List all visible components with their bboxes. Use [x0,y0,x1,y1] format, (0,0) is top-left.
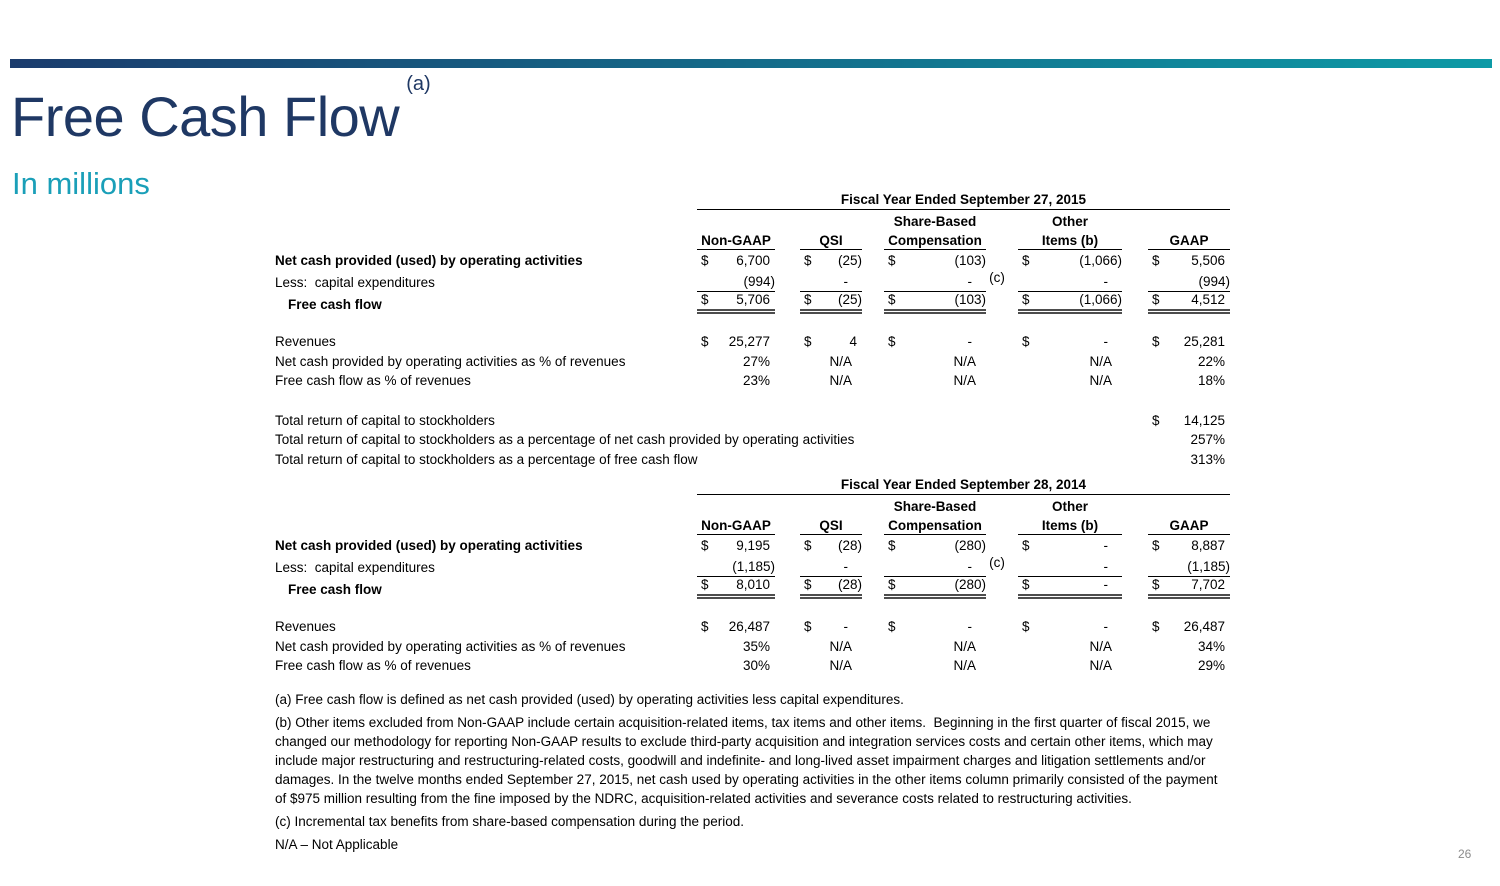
row-label: Net cash provided by operating activities as % of revenues [275,353,626,369]
row-label: Free cash flow as % of revenues [275,658,471,673]
value-cell [800,332,862,352]
row-label: Less: capital expenditures [275,560,435,575]
cell-value: - [843,559,848,574]
value-cell [884,253,986,270]
value-cell [1148,449,1230,469]
value-cell [697,636,775,656]
footnote-ref-c: (c) [989,555,1005,570]
row-label: Free cash flow [288,582,382,597]
cell-value: (1,185) [1187,559,1230,574]
cell-value: 4,512 [1191,292,1225,307]
footnotes [275,690,1227,858]
row-label: Revenues [275,619,336,634]
footnote-a: (a) Free cash flow is defined as net cash provided (used) by operating activities less capital expenditures. [275,692,904,707]
cell-value: N/A [829,638,852,654]
currency-symbol: $ [1022,292,1030,307]
value-cell [1148,636,1230,656]
value-cell [697,617,775,637]
row-label: Free cash flow [288,297,382,312]
currency-symbol: $ [804,619,812,634]
cell-value: 257% [1190,432,1225,447]
column-header: Items (b) [1018,514,1122,535]
currency-symbol: $ [888,334,896,349]
row-label: Total return of capital to stockholders as a percentage of net cash provided by operating activities [275,432,855,447]
value-cell [697,656,775,676]
value-cell [884,558,986,578]
cell-value: - [967,274,972,289]
value-cell [884,577,986,599]
column-header: GAAP [1148,229,1230,250]
value-cell [800,351,862,371]
cell-value: - [1103,274,1108,289]
currency-symbol: $ [1022,619,1030,634]
value-cell [1148,332,1230,352]
column-header: Items (b) [1018,229,1122,250]
value-cell [800,617,862,637]
value-cell [884,538,986,555]
footnote-ref-c: (c) [989,270,1005,285]
table-row [275,371,1230,391]
row-label: Less: capital expenditures [275,275,435,290]
row-label: Net cash provided (used) by operating activities [275,538,583,553]
currency-symbol: $ [1022,334,1030,349]
cell-value: N/A [829,373,852,388]
value-cell [884,292,986,314]
value-cell [884,656,986,676]
value-cell [697,273,775,293]
cell-value: - [967,619,972,634]
cell-value: (28) [837,538,862,553]
cell-value: 22% [1197,353,1225,369]
currency-symbol: $ [1152,619,1160,634]
value-cell [1148,292,1230,314]
value-cell [1148,410,1230,430]
cell-value: - [843,274,848,289]
row-spacer [275,312,1230,332]
value-cell [697,351,775,371]
currency-symbol: $ [888,253,896,268]
cell-value: (280) [954,538,986,553]
value-cell [1148,538,1230,555]
value-cell [697,577,775,599]
value-cell [1148,656,1230,676]
value-cell [884,351,986,371]
column-headers [275,212,1230,250]
value-cell [1018,636,1122,656]
value-cell [697,538,775,555]
cell-value: 9,195 [736,538,770,553]
cell-value: 35% [742,638,770,654]
cell-value: (25) [837,253,862,268]
column-header: Compensation [884,514,986,535]
cell-value: N/A [829,658,852,673]
cell-value: N/A [829,353,852,369]
cell-value: N/A [953,353,976,369]
table-row [275,410,1230,430]
cell-value: N/A [953,373,976,388]
cell-value: 25,281 [1183,334,1225,349]
column-header-line1: Share-Based [893,499,977,514]
value-cell [1018,538,1122,555]
table-title: Fiscal Year Ended September 28, 2014 [697,477,1230,495]
value-cell [1018,558,1122,578]
value-cell [1148,558,1230,578]
column-header-line1: Share-Based [893,214,977,229]
cell-value: (103) [954,253,986,268]
cell-value: - [1103,538,1108,553]
value-cell [1018,617,1122,637]
table-title: Fiscal Year Ended September 27, 2015 [697,192,1230,210]
currency-symbol: $ [1022,253,1030,268]
cell-value: 4 [849,334,857,349]
table-fy2014 [275,477,1230,675]
subtitle-units: In millions [12,166,150,201]
value-cell [1018,656,1122,676]
page-title-text: Free Cash Flow [11,85,400,148]
value-cell [800,656,862,676]
value-cell [884,636,986,656]
currency-symbol: $ [888,292,896,307]
table-row [275,273,1230,293]
value-cell [1018,273,1122,293]
footnote-c: (c) Incremental tax benefits from share-based compensation during the period. [275,814,744,829]
page-number: 26 [1458,847,1472,861]
table-row [275,577,1230,597]
row-label: Total return of capital to stockholders [275,412,495,428]
value-cell [1148,577,1230,599]
value-cell [800,371,862,391]
cell-value: (25) [837,292,862,307]
currency-symbol: $ [1022,538,1030,553]
value-cell [1018,332,1122,352]
cell-value: (280) [954,577,986,592]
cell-value: N/A [1089,658,1112,673]
currency-symbol: $ [804,334,812,349]
cell-value: (1,185) [732,559,775,574]
value-cell [1018,577,1122,599]
cell-value: - [967,334,972,349]
value-cell [1018,371,1122,391]
footnote-b: (b) Other items excluded from Non-GAAP include certain acquisition-related items, tax items and other items. Beginning in the first quarter of fiscal 2015, we changed our methodology for reporting Non-GAAP results to exclude third-party acquisition and integration services costs and certain other items, which may include major restructuring and restructuring-related costs, goodwill and indefinite- and long-lived asset impairment charges and litigation settlements and/or damages. In the twelve months ended September 27, 2015, net cash used by operating activities in the other items column primarily consisted of the payment of $975 million resulting from the fine imposed by the NDRC, acquisition-related activities and severance costs related to restructuring activities. [275,715,1218,806]
table-row [275,430,1230,450]
value-cell [697,371,775,391]
row-label: Free cash flow as % of revenues [275,373,471,388]
currency-symbol: $ [888,538,896,553]
cell-value: - [1103,334,1108,349]
value-cell [884,371,986,391]
cell-value: 7,702 [1191,577,1225,592]
column-header: Compensation [884,229,986,250]
cell-value: 5,706 [736,292,770,307]
cell-value: 18% [1197,373,1225,388]
cell-value: (103) [954,292,986,307]
cell-value: N/A [953,658,976,673]
cell-value: (994) [1198,274,1230,289]
column-header-line1: Other [1051,499,1088,514]
currency-symbol: $ [804,292,812,307]
currency-symbol: $ [888,619,896,634]
value-cell [697,332,775,352]
cell-value: - [967,559,972,574]
column-headers [275,497,1230,535]
table-row [275,636,1230,656]
currency-symbol: $ [1152,334,1160,349]
currency-symbol: $ [1022,577,1030,592]
column-header: Non-GAAP [697,514,775,535]
currency-symbol: $ [1152,292,1160,307]
cell-value: - [1103,577,1108,592]
table-body [275,538,1230,675]
column-header: Non-GAAP [697,229,775,250]
currency-symbol: $ [701,619,709,634]
currency-symbol: $ [888,577,896,592]
currency-symbol: $ [1152,538,1160,553]
table-row [275,558,1230,578]
cell-value: 14,125 [1183,412,1225,428]
currency-symbol: $ [701,253,709,268]
value-cell [800,636,862,656]
currency-symbol: $ [804,253,812,268]
row-label: Net cash provided by operating activities as % of revenues [275,638,626,654]
column-header: QSI [800,514,862,535]
currency-symbol: $ [701,292,709,307]
column-header-line1: Other [1051,214,1088,229]
value-cell [800,538,862,555]
table-fy2015 [275,192,1230,469]
cell-value: 34% [1197,638,1225,654]
value-cell [1148,430,1230,450]
cell-value: 26,487 [1183,619,1225,634]
column-header: QSI [800,229,862,250]
value-cell [800,558,862,578]
table-row [275,449,1230,469]
value-cell [1018,351,1122,371]
cell-value: 27% [742,353,770,369]
table-row [275,656,1230,676]
cell-value: 6,700 [736,253,770,268]
row-spacer [275,390,1230,410]
cell-value: 29% [1197,658,1225,673]
value-cell [1148,253,1230,270]
cell-value: N/A [1089,353,1112,369]
currency-symbol: $ [1152,577,1160,592]
currency-symbol: $ [701,538,709,553]
title-footnote-ref: (a) [406,73,431,96]
value-cell [884,332,986,352]
cell-value: 8,887 [1191,538,1225,553]
value-cell [1148,617,1230,637]
cell-value: - [1103,559,1108,574]
cell-value: - [1103,619,1108,634]
page-title [11,73,431,149]
row-label: Total return of capital to stockholders as a percentage of free cash flow [275,451,698,467]
value-cell [800,273,862,293]
cell-value: (28) [837,577,862,592]
currency-symbol: $ [1152,253,1160,268]
currency-symbol: $ [804,577,812,592]
value-cell [697,253,775,270]
value-cell [884,617,986,637]
accent-bar [10,59,1492,68]
cell-value: 25,277 [728,334,770,349]
cell-value: 313% [1190,451,1225,467]
cell-value: 8,010 [736,577,770,592]
cell-value: - [843,619,848,634]
cell-value: 23% [742,373,770,388]
cell-value: (994) [743,274,775,289]
cell-value: (1,066) [1079,253,1122,268]
value-cell [1148,371,1230,391]
value-cell [1148,351,1230,371]
value-cell [800,253,862,270]
cell-value: 26,487 [728,619,770,634]
row-label: Net cash provided (used) by operating activities [275,253,583,268]
currency-symbol: $ [804,538,812,553]
value-cell [1018,292,1122,314]
currency-symbol: $ [1152,412,1160,428]
table-body [275,253,1230,469]
currency-symbol: $ [701,577,709,592]
table-row [275,292,1230,312]
cell-value: N/A [953,638,976,654]
value-cell [800,292,862,314]
value-cell [697,558,775,578]
cell-value: N/A [1089,638,1112,654]
cell-value: 5,506 [1191,253,1225,268]
footnote-na: N/A – Not Applicable [275,837,399,852]
cell-value: (1,066) [1079,292,1122,307]
currency-symbol: $ [701,334,709,349]
cell-value: 30% [742,658,770,673]
row-spacer [275,597,1230,617]
column-header: GAAP [1148,514,1230,535]
value-cell [884,273,986,293]
row-label: Revenues [275,334,336,349]
cell-value: N/A [1089,373,1112,388]
value-cell [697,292,775,314]
table-row [275,617,1230,637]
value-cell [1018,253,1122,270]
table-row [275,351,1230,371]
value-cell [1148,273,1230,293]
table-row [275,332,1230,352]
value-cell [800,577,862,599]
